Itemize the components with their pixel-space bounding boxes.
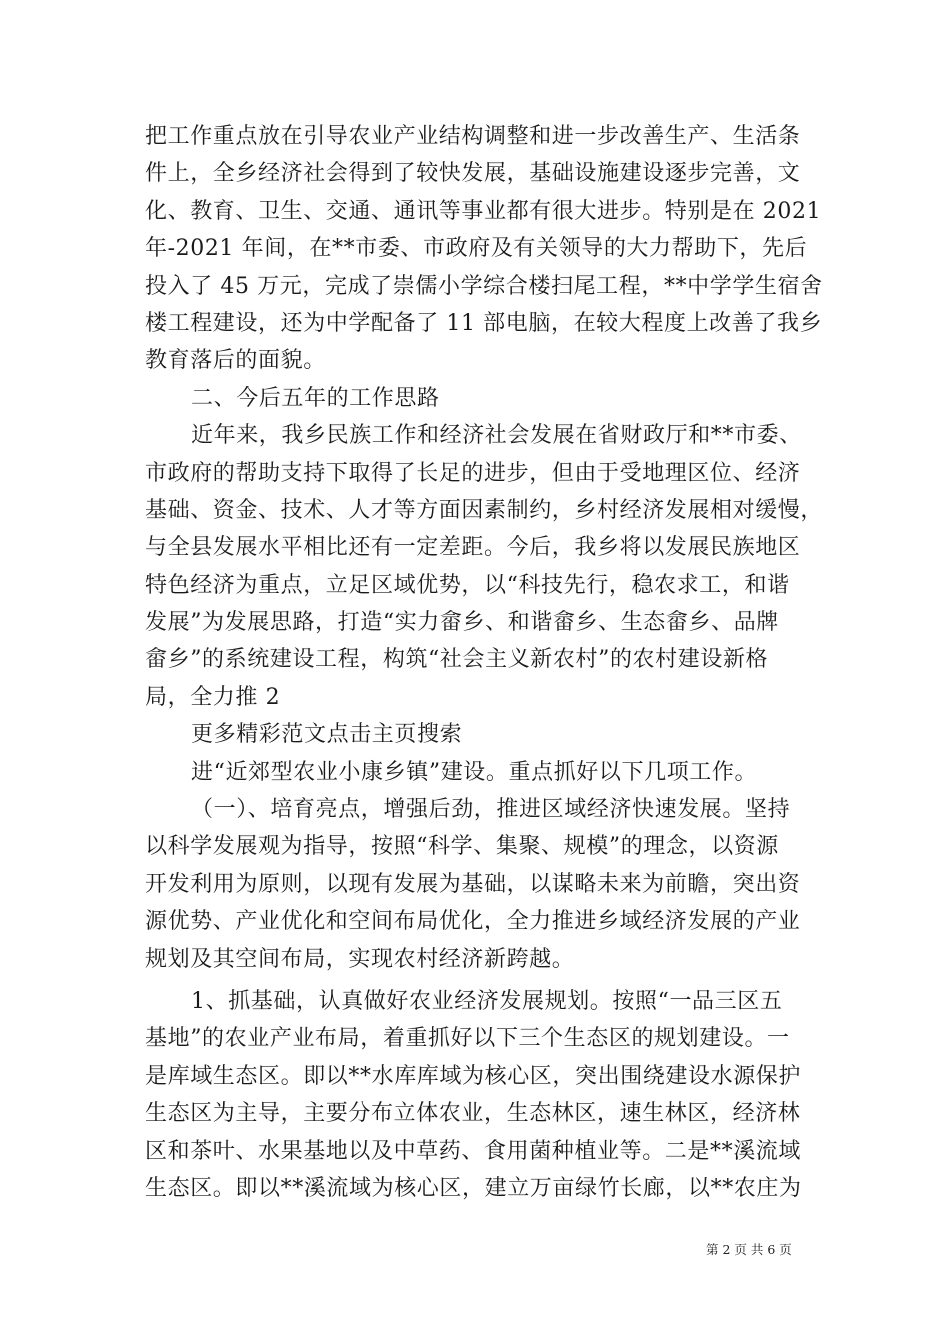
text-line: 投入了 45 万元，完成了崇儒小学综合楼扫尾工程，**中学学生宿舍 [145, 273, 823, 299]
text-line: 基础、资金、技术、人才等方面因素制约，乡村经济发展相对缓慢， [145, 497, 824, 523]
text-line: 年-2021 年间，在**市委、市政府及有关领导的大力帮助下，先后 [145, 236, 808, 262]
text-line: 源优势、产业优化和空间布局优化，全力推进乡域经济发展的产业 [145, 909, 801, 935]
text-line: 区和茶叶、水果基地以及中草药、食用菌种植业等。二是**溪流域 [145, 1138, 802, 1164]
text-line: 生态区为主导，主要分布立体农业，生态林区，速生林区，经济林 [145, 1101, 801, 1127]
text-line: 楼工程建设，还为中学配备了 11 部电脑，在较大程度上改善了我乡 [145, 310, 823, 336]
text-line: 1、抓基础，认真做好农业经济发展规划。按照“一品三区五 [191, 988, 783, 1014]
text-line: 局，全力推 2 [145, 684, 281, 710]
text-line: 基地”的农业产业布局，着重抓好以下三个生态区的规划建设。一 [145, 1026, 790, 1052]
text-line: 生态区。即以**溪流域为核心区，建立万亩绿竹长廊，以**农庄为 [145, 1175, 802, 1201]
text-line: 把工作重点放在引导农业产业结构调整和进一步改善生产、生活条 [145, 124, 801, 149]
text-line: 开发利用为原则，以现有发展为基础，以谋略未来为前瞻，突出资 [145, 871, 801, 897]
document-body [145, 118, 824, 1207]
text-line: 近年来，我乡民族工作和经济社会发展在省财政厅和**市委、 [191, 423, 802, 449]
text-line: 件上，全乡经济社会得到了较快发展，基础设施建设逐步完善，文 [145, 161, 801, 187]
section-heading: 二、今后五年的工作思路 [191, 385, 440, 411]
text-line: 化、教育、卫生、交通、通讯等事业都有很大进步。特别是在 2021 [145, 198, 822, 224]
text-line: 畲乡”的系统建设工程，构筑“社会主义新农村”的农村建设新格 [145, 647, 769, 673]
promo-link[interactable]: 更多精彩范文点击主页搜索 [191, 722, 463, 748]
text-line: 规划及其空间布局，实现农村经济新跨越。 [145, 946, 575, 972]
text-line: 发展”为发展思路，打造“实力畲乡、和谐畲乡、生态畲乡、品牌 [145, 610, 779, 636]
text-line: 特色经济为重点，立足区域优势，以“科技先行，稳农求工，和谐 [145, 572, 790, 598]
page-number: 第 2 页 共 6 页 [706, 1242, 792, 1257]
text-line: 与全县发展水平相比还有一定差距。今后，我乡将以发展民族地区 [145, 535, 801, 561]
text-line: 进“近郊型农业小康乡镇”建设。重点抓好以下几项工作。 [191, 759, 758, 785]
text-line: 教育落后的面貌。 [145, 348, 326, 374]
subsection-heading: （一）、培育亮点，增强后劲，推进区域经济快速发展。坚持 [191, 797, 791, 823]
text-line: 是库域生态区。即以**水库库域为核心区，突出围绕建设水源保护 [145, 1063, 802, 1089]
text-line: 以科学发展观为指导，按照“科学、集聚、规模”的理念，以资源 [145, 834, 779, 860]
text-line: 市政府的帮助支持下取得了长足的进步，但由于受地理区位、经济 [145, 460, 801, 486]
